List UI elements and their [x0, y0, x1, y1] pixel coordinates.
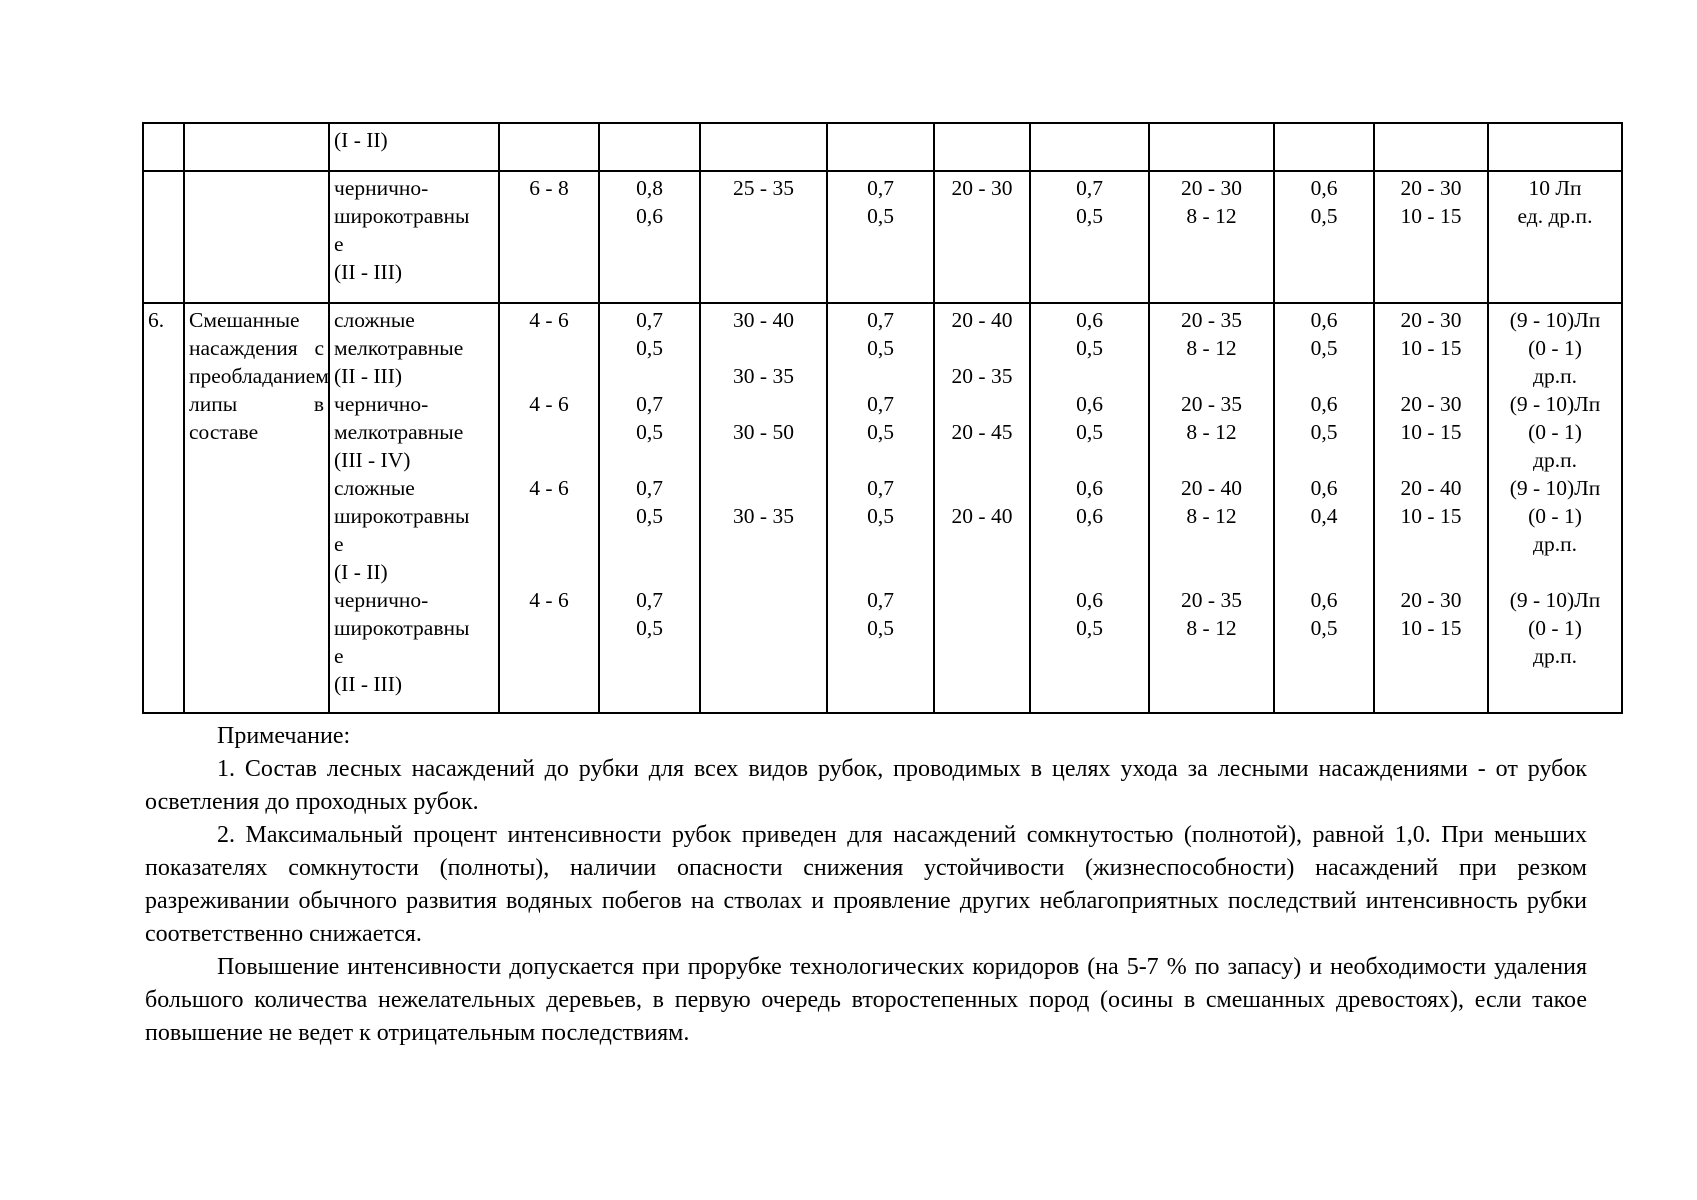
- note-paragraph-2: 2. Максимальный процент интенсивности рубок приведен для насаждений сомкнутостью (полнотой), равной 1,0. При меньших показателях сомкнутости (полноты), наличии опасности снижения устойчивости (жизнеспособности) насаждений при резком разреживании обычного развития водяных побегов на стволах и проявление других неблагоприятных последствий интенсивность рубки соответственно снижается.: [145, 822, 1587, 947]
- table-cell: 0,6 0,5 0,6 0,5 0,6 0,4 0,6 0,5: [1274, 303, 1374, 713]
- table-cell: 20 - 35 8 - 12 20 - 35 8 - 12 20 - 40 8 - 12 20 - 35 8 - 12: [1149, 303, 1274, 713]
- table-cell: 20 - 30 10 - 15: [1374, 171, 1488, 303]
- table-cell: 20 - 30 8 - 12: [1149, 171, 1274, 303]
- table-cell: [499, 123, 599, 171]
- table-cell: [700, 123, 827, 171]
- table-row: [143, 303, 1622, 713]
- table-cell: 0,6 0,5: [1274, 171, 1374, 303]
- table-cell: [1374, 123, 1488, 171]
- table-cell: 30 - 40 30 - 35 30 - 50 30 - 35: [700, 303, 827, 713]
- notes-heading: Примечание:: [217, 723, 351, 749]
- stand-type-cell: [184, 171, 329, 303]
- note-paragraph-1: 1. Состав лесных насаждений до рубки для всех видов рубок, проводимых в целях ухода за лесными насаждениями - от рубок осветления до проходных рубок.: [145, 756, 1587, 815]
- table-cell: 4 - 6 4 - 6 4 - 6 4 - 6: [499, 303, 599, 713]
- table-cell: 0,7 0,5: [1030, 171, 1149, 303]
- table-cell: [827, 123, 934, 171]
- table-cell: [934, 123, 1030, 171]
- notes-section: [145, 720, 1587, 1050]
- table-cell: 20 - 30 10 - 15 20 - 30 10 - 15 20 - 40 10 - 15 20 - 30 10 - 15: [1374, 303, 1488, 713]
- table-cell: 10 Лп ед. др.п.: [1488, 171, 1622, 303]
- forest-type-cell: сложные мелкотравные (II - III) чернично- мелкотравные (III - IV) сложные широкотравны е (I - II) чернично- широкотравны е (II - III): [329, 303, 499, 713]
- forest-type-cell: чернично- широкотравны е (II - III): [329, 171, 499, 303]
- table-cell: 0,8 0,6: [599, 171, 700, 303]
- table-cell: 0,7 0,5 0,7 0,5 0,7 0,5 0,7 0,5: [827, 303, 934, 713]
- table-cell: 20 - 30: [934, 171, 1030, 303]
- row-number-cell: 6.: [143, 303, 184, 713]
- row-number-cell: [143, 171, 184, 303]
- table-cell: 0,6 0,5 0,6 0,5 0,6 0,6 0,6 0,5: [1030, 303, 1149, 713]
- row-number-cell: [143, 123, 184, 171]
- stand-type-cell: [184, 123, 329, 171]
- table-row: [143, 123, 1622, 171]
- table-cell: 20 - 40 20 - 35 20 - 45 20 - 40: [934, 303, 1030, 713]
- table-cell: 25 - 35: [700, 171, 827, 303]
- stand-type-cell: Смешанные насаждения с преобладанием липы в составе: [184, 303, 329, 713]
- forest-thinning-table: [142, 122, 1623, 714]
- table-cell: [1274, 123, 1374, 171]
- table-cell: 6 - 8: [499, 171, 599, 303]
- table-cell: 0,7 0,5 0,7 0,5 0,7 0,5 0,7 0,5: [599, 303, 700, 713]
- table-cell: 0,7 0,5: [827, 171, 934, 303]
- forest-type-cell: (I - II): [329, 123, 499, 171]
- table-cell: [599, 123, 700, 171]
- table-cell: [1030, 123, 1149, 171]
- note-paragraph-3: Повышение интенсивности допускается при прорубке технологических коридоров (на 5-7 % по запасу) и необходимости удаления большого количества нежелательных деревьев, в первую очередь второстепенных пород (осины в смешанных древостоях), если такое повышение не ведет к отрицательным последствиям.: [145, 954, 1587, 1046]
- table-row: [143, 171, 1622, 303]
- table-cell: [1488, 123, 1622, 171]
- table-cell: [1149, 123, 1274, 171]
- table-cell: (9 - 10)Лп (0 - 1) др.п. (9 - 10)Лп (0 - 1) др.п. (9 - 10)Лп (0 - 1) др.п. (9 - 10)Лп (0 - 1) др.п.: [1488, 303, 1622, 713]
